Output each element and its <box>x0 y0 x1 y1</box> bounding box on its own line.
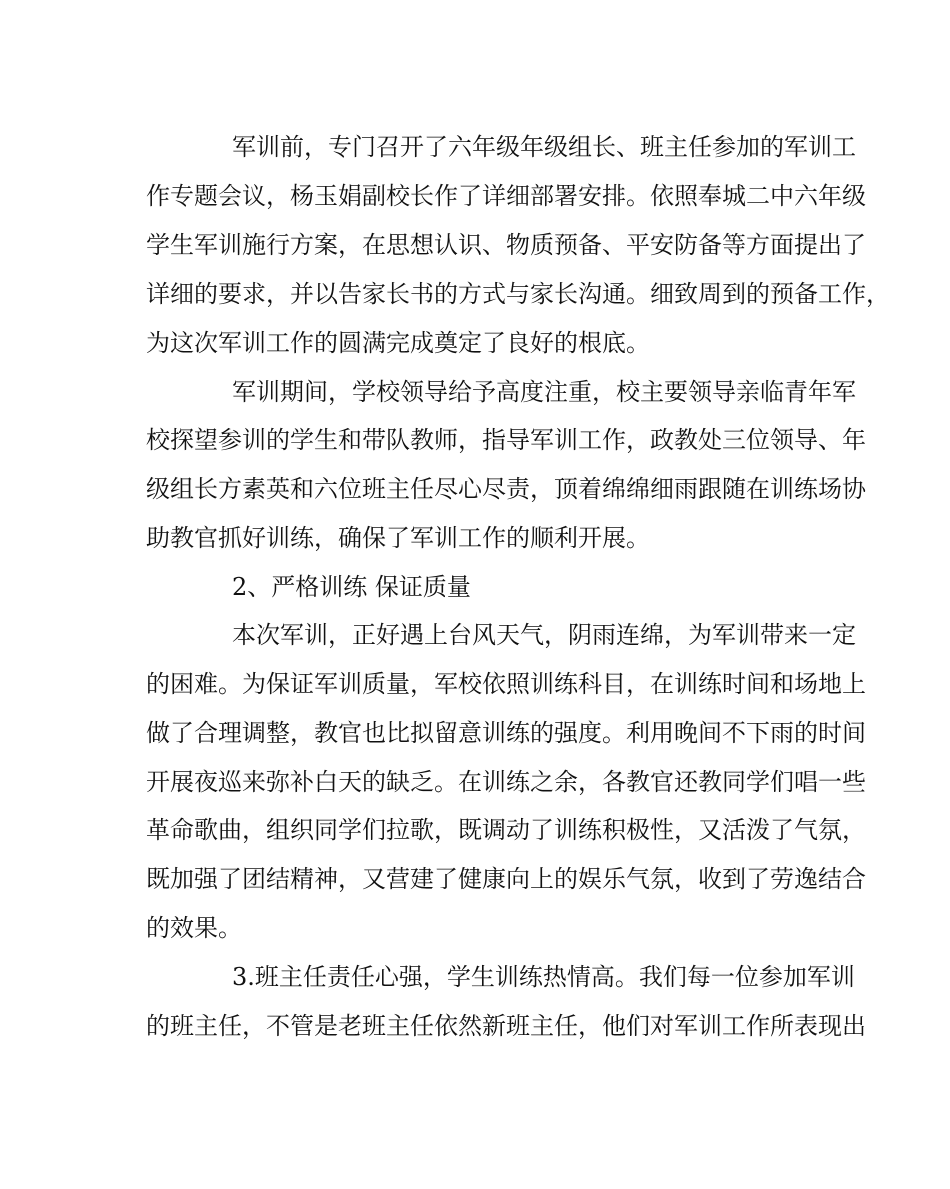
paragraph-1-line-5: 为这次军训工作的圆满完成奠定了良好的根底。 <box>146 329 650 357</box>
paragraph-3-line-5: 革命歌曲，组织同学们拉歌，既调动了训练积极性，又活泼了气氛， <box>146 816 866 844</box>
paragraph-3-line-1: 本次军训，正好遇上台风天气，阴雨连绵，为军训带来一定 <box>232 621 856 649</box>
paragraph-2-line-4: 助教官抓好训练，确保了军训工作的顺利开展。 <box>146 524 650 552</box>
paragraph-1-line-4: 详细的要求，并以告家长书的方式与家长沟通。细致周到的预备工作， <box>146 280 890 308</box>
paragraph-1-line-1: 军训前，专门召开了六年级年级组长、班主任参加的军训工 <box>232 133 856 161</box>
paragraph-3-line-2: 的困难。为保证军训质量，军校依照训练科目，在训练时间和场地上 <box>146 670 866 698</box>
paragraph-3-line-3: 做了合理调整，教官也比拟留意训练的强度。利用晚间不下雨的时间 <box>146 719 866 747</box>
paragraph-4-line-1: 3.班主任责任心强，学生训练热情高。我们每一位参加军训 <box>232 963 855 991</box>
paragraph-1-line-2: 作专题会议，杨玉娟副校长作了详细部署安排。依照奉城二中六年级 <box>146 182 866 210</box>
paragraph-2-line-1: 军训期间，学校领导给予高度注重，校主要领导亲临青年军 <box>232 378 856 406</box>
paragraph-3-line-6: 既加强了团结精神，又营建了健康向上的娱乐气氛，收到了劳逸结合 <box>146 865 866 893</box>
paragraph-2-line-3: 级组长方素英和六位班主任尽心尽责，顶着绵绵细雨跟随在训练场协 <box>146 475 866 503</box>
paragraph-3-line-7: 的效果。 <box>146 914 242 942</box>
paragraph-3-line-4: 开展夜巡来弥补白天的缺乏。在训练之余，各教官还教同学们唱一些 <box>146 768 866 796</box>
paragraph-2-line-2: 校探望参训的学生和带队教师，指导军训工作，政教处三位领导、年 <box>146 426 866 454</box>
section-heading-2: 2、严格训练 保证质量 <box>232 573 471 601</box>
paragraph-4-line-2: 的班主任，不管是老班主任依然新班主任，他们对军训工作所表现出 <box>146 1012 866 1040</box>
paragraph-1-line-3: 学生军训施行方案，在思想认识、物质预备、平安防备等方面提出了 <box>146 231 866 259</box>
